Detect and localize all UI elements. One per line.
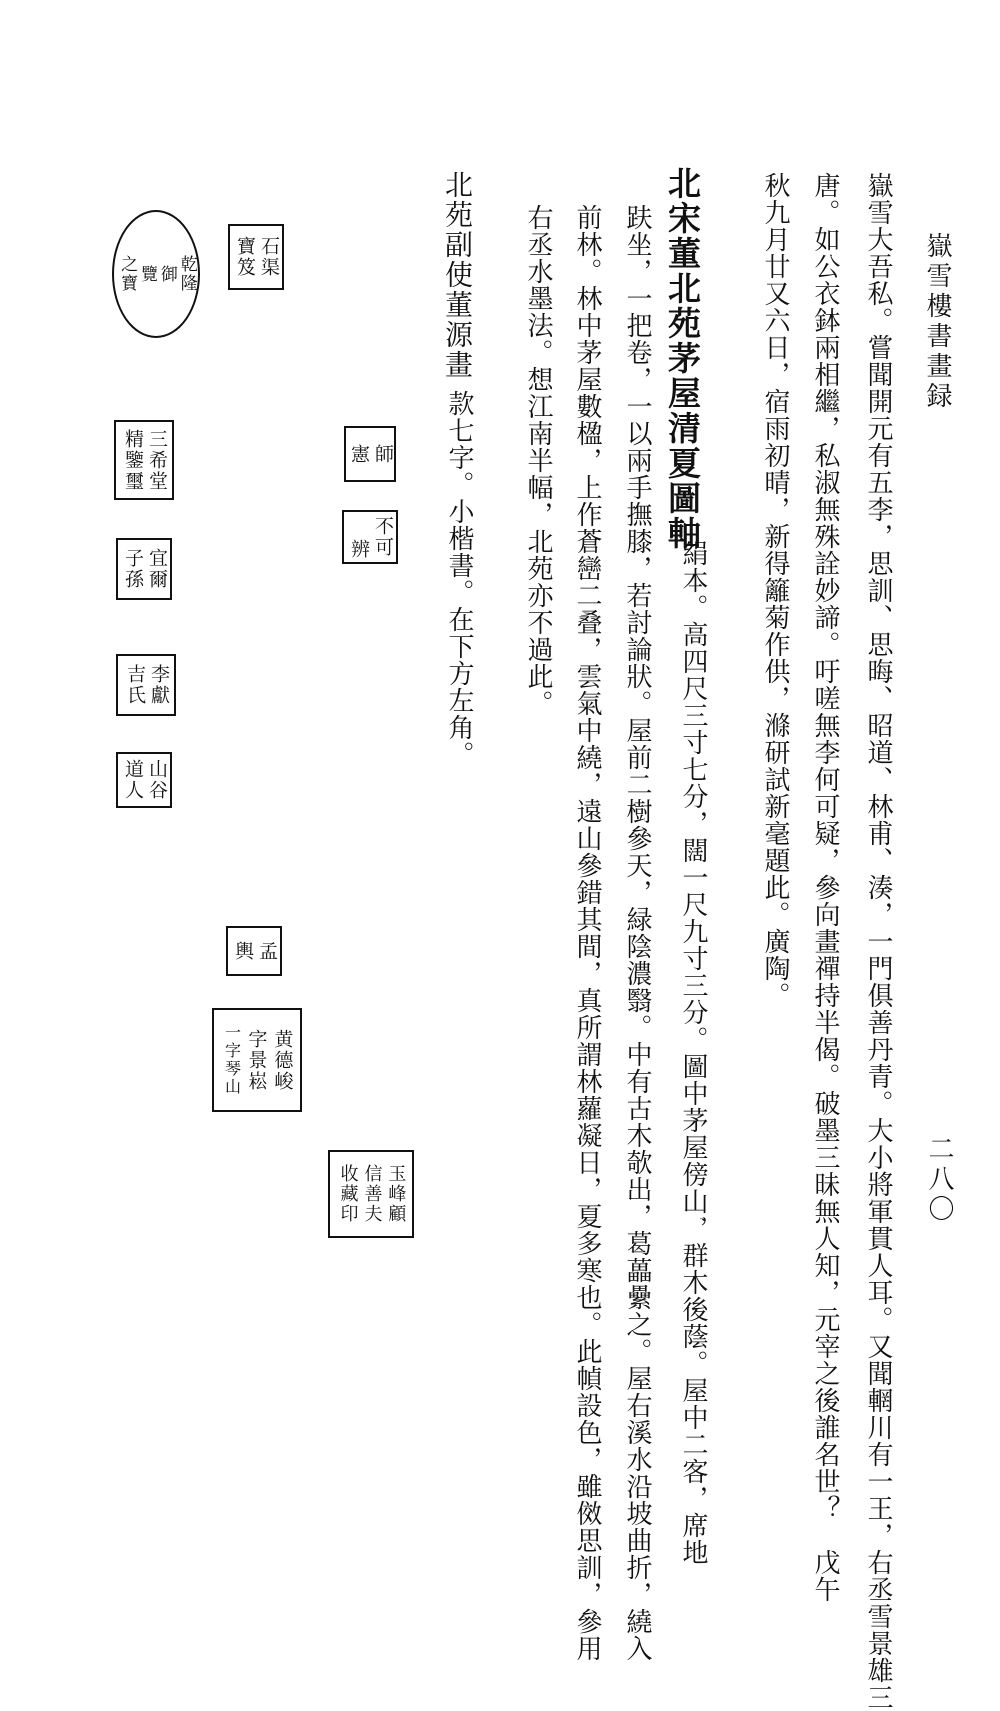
seal-text: 不可 [371,516,394,558]
text-line: 唐。如公衣鉢兩相繼，私淑無殊詮妙諦。吁嗟無李何可疑，參向畫禪持半偈。破墨三昧無人知，元宰之後誰名世？ 戊午 [810,172,840,1603]
entry-meta: 絹本。高四尺三寸七分，闊一尺九寸三分。圖中茅屋傍山，群木後蔭。屋中二客，席地 [678,540,708,1566]
seal-text: 道人 [122,759,144,801]
seal-text: 玉峰顧 [385,1164,407,1224]
text-line: 右丞水墨法。想江南半幅，北苑亦不過此。 [523,204,553,717]
seal-text: 師 [371,443,394,465]
seal-text: 辨 [348,539,370,560]
seal-shi-xian [344,426,396,482]
seal-text: 御 [156,264,177,284]
seal-shiqu-baoji [228,224,284,290]
seal-text: 黄德峻 [271,1028,294,1092]
seal-text: 石渠 [257,236,280,278]
seal-li-xianji [116,654,176,716]
seal-gu-shanfu [328,1150,414,1238]
seal-text: 輿 [232,940,254,962]
seal-buke-bian [342,510,398,564]
seal-yi-zisun [116,538,172,600]
seal-text: 寶笈 [234,236,256,278]
seal-text: 一字琴山 [222,1024,242,1096]
seal-text: 子孫 [122,548,144,590]
seal-text: 李獻 [147,664,170,706]
seal-text: 宜爾 [145,548,168,590]
text-line: 趺坐，一把卷，一以兩手撫膝，若討論狀。屋前二樹參天，緑陰濃翳。中有古木欹出，葛藟纍之。屋右溪水沿坡曲折，繞入 [622,204,652,1662]
page-number: 二八〇 [924,1135,954,1225]
seal-text: 吉氏 [124,664,146,706]
seal-text: 憲 [348,443,370,465]
text-line: 前林。林中茅屋數楹，上作蒼巒二叠，雲氣中繞，遠山參錯其間，真所謂林蘿凝日，夏多寒也。此幀設色，雖傚思訓，參用 [572,204,602,1662]
seal-huang-deshun [212,1008,302,1112]
seal-sanxitang [114,420,174,500]
divider-mark [700,1218,704,1219]
inscription-note: 款七字。小楷書。在下方左角。 [444,390,474,768]
seal-text: 三希堂 [145,428,168,492]
seal-text: 字景崧 [245,1028,268,1092]
seal-text: 乾隆 [176,255,197,293]
text-line: 嶽雪大吾私。嘗聞開元有五李，思訓、思晦、昭道、林甫、湊，一門俱善丹青。大小將軍貫人耳。又聞輞川有一王，右丞雪景雄三 [863,172,893,1711]
seal-text: 精鑒璽 [122,428,144,492]
entry-title: 北宋董北苑茅屋清夏圖軸 [663,166,702,551]
seal-text: 之寶 [117,255,138,293]
book-title: 嶽雪樓書畫録 [922,232,952,412]
inscription-heading: 北苑副使董源畫 [441,170,474,380]
seal-text: 覽 [137,264,157,284]
text-line: 秋九月廿又六日，宿雨初晴，新得籬菊作供，滌研試新毫題此。廣陶。 [760,172,790,1009]
seal-meng-yu [226,926,282,976]
seal-text: 山谷 [145,759,168,801]
seal-text: 孟 [255,940,278,962]
seal-text: 收藏印 [337,1164,359,1224]
seal-text: 信善夫 [361,1164,383,1224]
seal-shangu-daoren [116,752,172,808]
seal-qianlong-yulan [112,210,200,338]
